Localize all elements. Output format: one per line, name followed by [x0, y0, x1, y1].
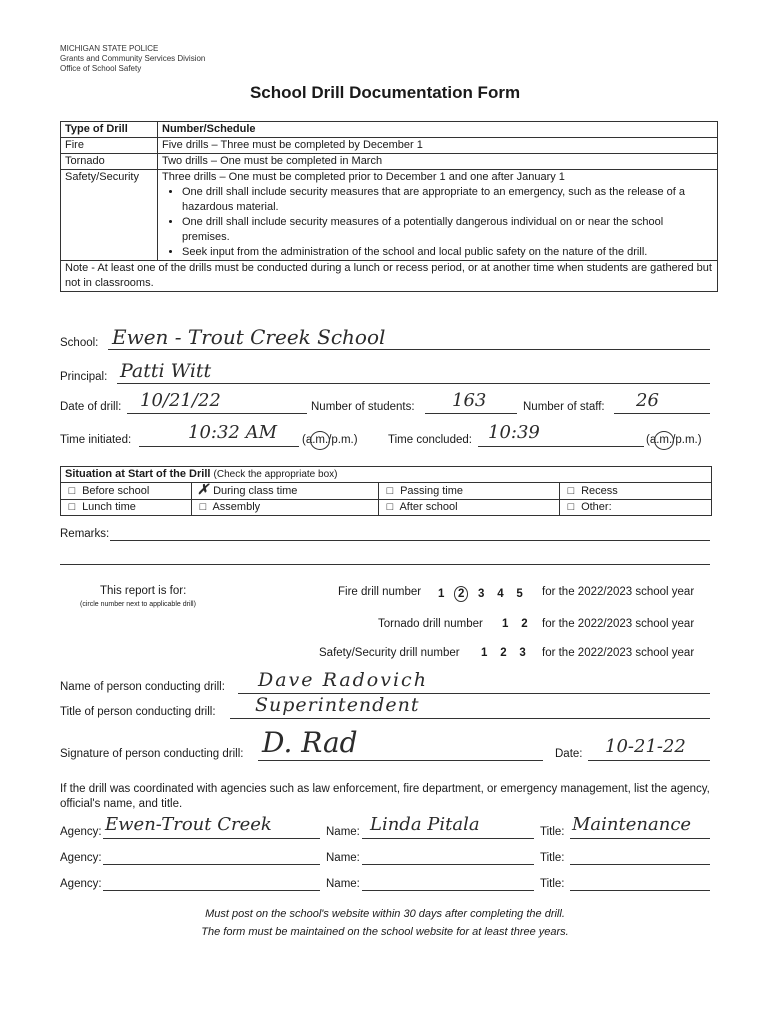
title-label: Title: [540, 826, 565, 838]
tornado-drill-label: Tornado drill number [378, 618, 483, 630]
principal-field[interactable]: Patti Witt [120, 360, 212, 382]
title-label: Title: [540, 852, 565, 864]
option-other[interactable] [560, 500, 712, 516]
drill-date-line [127, 413, 307, 414]
coordination-text: If the drill was coordinated with agencies such as law enforcement, fire department, or emergency management, list the agency, official's name, and title. [60, 783, 710, 810]
security-num-2[interactable]: 2 [500, 647, 507, 659]
fire-num-2[interactable]: 2 [454, 586, 468, 602]
checkbox-checked[interactable]: ✗ [197, 482, 209, 498]
office-name: Office of School Safety [60, 64, 142, 73]
table-row [61, 138, 718, 154]
time-concluded-field[interactable]: 10:39 [488, 422, 540, 443]
drill-schedule: Three drills – One must be completed prior to December 1 and one after January 1 [162, 171, 565, 183]
drill-requirements-table [60, 121, 718, 292]
time-concluded-label: Time concluded: [388, 434, 472, 446]
tornado-drill-numbers [502, 618, 528, 630]
time-initiated-label: Time initiated: [60, 434, 132, 446]
option-label: Before school [82, 484, 150, 497]
signature-field[interactable]: D. Rad [262, 726, 358, 759]
signature-label: Signature of person conducting drill: [60, 748, 244, 760]
principal-label: Principal: [60, 371, 108, 383]
agency-header [60, 44, 205, 74]
col-schedule-header: Number/Schedule [158, 122, 718, 138]
signature-date-label: Date: [555, 748, 583, 760]
title-line [570, 838, 710, 839]
conductor-title-line [230, 718, 710, 719]
agency-line [103, 838, 320, 839]
list-item: • One drill shall include security measures of a potentially dangerous individual on or near the school premises. [182, 215, 713, 245]
name-label: Name: [326, 852, 360, 864]
name-field[interactable] [362, 864, 534, 865]
list-item: • Seek input from the administration of the school and local public safety on the nature of the drill. [182, 245, 713, 260]
option-passing-time[interactable] [379, 483, 560, 500]
option-during-class[interactable] [192, 483, 379, 500]
title-label: Title: [540, 878, 565, 890]
conductor-label: Name of person conducting drill: [60, 681, 225, 693]
time-concluded-line [478, 446, 644, 447]
option-lunch-time[interactable] [61, 500, 192, 516]
drill-schedule: Five drills – Three must be completed by December 1 [158, 138, 718, 154]
time-initiated-line [139, 446, 299, 447]
title-field[interactable] [570, 890, 710, 891]
agency-field[interactable]: Ewen-Trout Creek [105, 814, 272, 835]
situation-hint: (Check the appropriate box) [213, 469, 338, 480]
option-label: Recess [581, 484, 618, 497]
title-field[interactable]: Maintenance [572, 814, 692, 835]
option-label: Other: [581, 501, 612, 513]
fire-num-4[interactable]: 4 [497, 588, 504, 600]
checkbox[interactable]: □ [68, 501, 76, 513]
tornado-num-1[interactable]: 1 [502, 618, 509, 630]
security-drill-label: Safety/Security drill number [319, 647, 460, 659]
option-before-school[interactable] [61, 483, 192, 500]
footer-line-1: Must post on the school's website within 30 days after completing the drill. [205, 908, 565, 920]
option-label: Assembly [212, 501, 261, 513]
am-circle-mark [310, 431, 330, 450]
report-label: This report is for: [100, 585, 187, 597]
option-label: During class time [213, 485, 298, 497]
name-line [362, 838, 534, 839]
option-recess[interactable] [560, 483, 712, 500]
drill-type: Safety/Security [61, 170, 158, 261]
conductor-field[interactable]: Dave Radovich [258, 669, 428, 691]
name-field[interactable] [362, 890, 534, 891]
col-type-header: Type of Drill [61, 122, 158, 138]
remarks-field[interactable] [110, 540, 710, 541]
situation-heading-cell [61, 467, 712, 483]
name-label: Name: [326, 826, 360, 838]
students-line [425, 413, 517, 414]
time-initiated-ampm: (a.m./p.m.) [302, 434, 358, 446]
students-label: Number of students: [311, 401, 415, 413]
fire-num-3[interactable]: 3 [478, 588, 485, 600]
checkbox[interactable]: □ [199, 501, 207, 513]
fire-num-1[interactable]: 1 [438, 588, 445, 600]
remarks-label: Remarks: [60, 528, 110, 540]
footer-line-2: The form must be maintained on the school website for at least three years. [201, 926, 569, 938]
signature-date-field[interactable]: 10-21-22 [605, 736, 686, 757]
drill-date-label: Date of drill: [60, 401, 122, 413]
agency-field[interactable] [103, 890, 320, 891]
checkbox[interactable]: □ [386, 484, 394, 497]
option-label: Lunch time [82, 501, 136, 513]
students-field[interactable]: 163 [452, 390, 487, 411]
form-title: School Drill Documentation Form [249, 83, 521, 102]
checkbox[interactable]: □ [567, 501, 575, 513]
report-hint: (circle number next to applicable drill) [80, 601, 196, 608]
fire-drill-year: for the 2022/2023 school year [542, 586, 695, 598]
requirements-note: Note - At least one of the drills must be conducted during a lunch or recess period, or at another time when students are gathered but not in classrooms. [61, 261, 718, 292]
drill-schedule-security [158, 170, 718, 261]
staff-field[interactable]: 26 [636, 390, 659, 411]
option-after-school[interactable] [379, 500, 560, 516]
signature-date-line [588, 760, 710, 761]
drill-type: Tornado [61, 154, 158, 170]
school-label: School: [60, 337, 99, 349]
list-item: • One drill shall include security measures that are appropriate to an emergency, such as the release of a hazardous material. [182, 185, 713, 215]
name-label: Name: [326, 878, 360, 890]
staff-line [614, 413, 710, 414]
conductor-title-field[interactable]: Superintendent [255, 694, 420, 716]
table-row [61, 154, 718, 170]
checkbox[interactable]: □ [386, 501, 394, 513]
agency-label: Agency: [60, 826, 102, 838]
table-row [61, 170, 718, 261]
school-field[interactable]: Ewen - Trout Creek School [112, 325, 386, 349]
remarks-field-line2[interactable] [60, 564, 710, 565]
title-field[interactable] [570, 864, 710, 865]
principal-line [117, 383, 710, 384]
checkbox[interactable]: □ [567, 484, 575, 497]
agency-label: Agency: [60, 852, 102, 864]
situation-heading: Situation at Start of the Drill [65, 468, 211, 480]
agency-label: Agency: [60, 878, 102, 890]
situation-table [60, 466, 712, 516]
staff-label: Number of staff: [523, 401, 605, 413]
option-label: Passing time [400, 484, 464, 497]
fire-drill-numbers [438, 586, 523, 602]
security-drill-numbers [481, 647, 526, 659]
fire-num-5[interactable]: 5 [516, 588, 523, 600]
name-field[interactable]: Linda Pitala [370, 814, 480, 835]
security-drill-year: for the 2022/2023 school year [542, 647, 695, 659]
conductor-title-label: Title of person conducting drill: [60, 706, 216, 718]
agency-field[interactable] [103, 864, 320, 865]
tornado-drill-year: for the 2022/2023 school year [542, 618, 695, 630]
fire-drill-label: Fire drill number [338, 586, 422, 598]
division-name: Grants and Community Services Division [60, 54, 206, 63]
option-label: After school [399, 501, 458, 513]
drill-schedule: Two drills – One must be completed in March [158, 154, 718, 170]
signature-line [258, 760, 543, 761]
security-num-3[interactable]: 3 [519, 647, 526, 659]
drill-type: Fire [61, 138, 158, 154]
security-bullets [162, 185, 713, 260]
agency-name: MICHIGAN STATE POLICE [60, 44, 159, 53]
am-circle-mark [654, 431, 674, 450]
option-assembly[interactable] [192, 500, 379, 516]
drill-date-field[interactable]: 10/21/22 [140, 390, 221, 411]
checkbox[interactable]: □ [68, 484, 76, 497]
time-initiated-field[interactable]: 10:32 AM [188, 422, 278, 443]
school-line [108, 349, 710, 350]
tornado-num-2[interactable]: 2 [521, 618, 528, 630]
security-num-1[interactable]: 1 [481, 647, 488, 659]
time-concluded-ampm: (a.m./p.m.) [646, 434, 702, 446]
